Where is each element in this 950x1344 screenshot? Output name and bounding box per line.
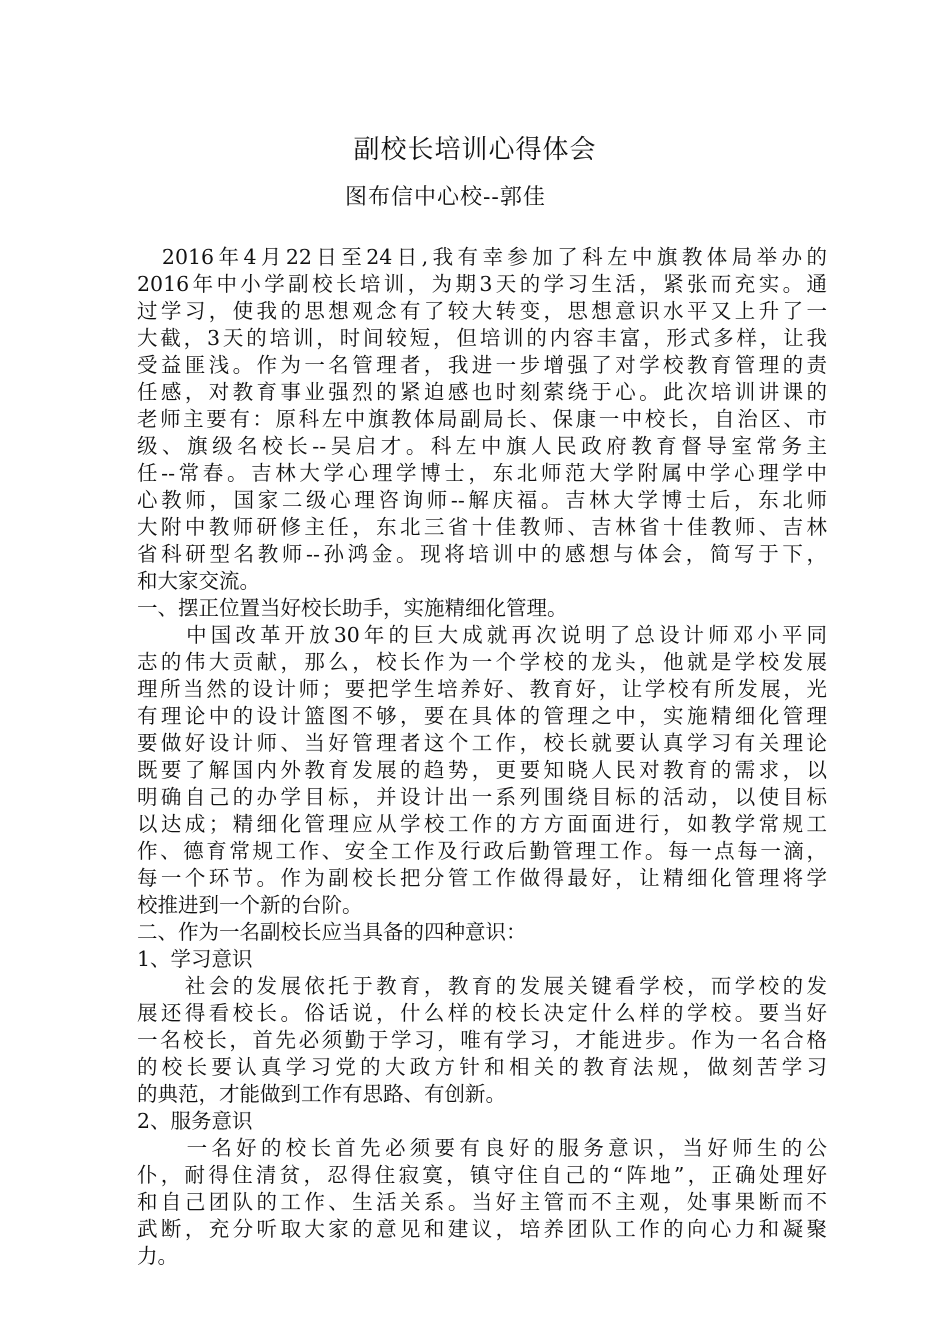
body-line: 中国改革开放30年的巨大成就再次说明了总设计师邓小平同 xyxy=(137,623,827,647)
body-line: 和大家交流。 xyxy=(137,569,260,593)
body-line: 有理论中的设计篮图不够，要在具体的管理之中，实施精细化管理 xyxy=(137,704,827,728)
body-line: 以达成；精细化管理应从学校工作的方方面面进行，如教学常规工 xyxy=(137,812,827,836)
body-line: 明确自己的办学目标，并设计出一系列围绕目标的活动，以使目标 xyxy=(137,785,827,809)
body-line: 老师主要有：原科左中旗教体局副局长、保康一中校长，自治区、市 xyxy=(137,407,827,431)
body-line: 社会的发展依托于教育，教育的发展关键看学校，而学校的发 xyxy=(137,974,827,998)
body-line: 一名校长，首先必须勤于学习，唯有学习，才能进步。作为一名合格 xyxy=(137,1028,827,1052)
document-author: 图布信中心校--郭佳 xyxy=(345,185,546,210)
body-line: 2016年中小学副校长培训，为期3天的学习生活，紧张而充实。通 xyxy=(137,272,827,296)
body-line: 既要了解国内外教育发展的趋势，更要知晓人民对教育的需求，以 xyxy=(137,758,827,782)
section-heading: 一、摆正位置当好校长助手，实施精细化管理。 xyxy=(137,596,568,620)
body-line: 武断，充分听取大家的意见和建议，培养团队工作的向心力和凝聚 xyxy=(137,1217,827,1241)
body-line: 志的伟大贡献，那么，校长作为一个学校的龙头，他就是学校发展 xyxy=(137,650,827,674)
body-line: 力。 xyxy=(137,1244,178,1268)
body-line: 心教师，国家二级心理咨询师--解庆福。吉林大学博士后，东北师 xyxy=(137,488,827,512)
body-line: 任感，对教育事业强烈的紧迫感也时刻萦绕于心。此次培训讲课的 xyxy=(137,380,827,404)
document-body xyxy=(137,244,827,1270)
body-line: 作、德育常规工作、安全工作及行政后勤管理工作。每一点每一滴， xyxy=(137,839,827,863)
body-line: 级、旗级名校长--吴启才。科左中旗人民政府教育督导室常务主 xyxy=(137,434,827,458)
body-line: 大截，3天的培训，时间较短，但培训的内容丰富，形式多样，让我 xyxy=(137,326,827,350)
body-line: 要做好设计师、当好管理者这个工作，校长就要认真学习有关理论 xyxy=(137,731,827,755)
body-line: 过学习，使我的思想观念有了较大转变，思想意识水平又上升了一 xyxy=(137,299,827,323)
body-line: 仆，耐得住清贫，忍得住寂寞，镇守住自己的“阵地”，正确处理好 xyxy=(137,1163,827,1187)
body-line: 省科研型名教师--孙鸿金。现将培训中的感想与体会，简写于下， xyxy=(137,542,827,566)
body-line: 校推进到一个新的台阶。 xyxy=(137,893,363,917)
body-line: 每一个环节。作为副校长把分管工作做得最好，让精细化管理将学 xyxy=(137,866,827,890)
subsection-heading: 1、学习意识 xyxy=(137,947,253,971)
body-line: 和自己团队的工作、生活关系。当好主管而不主观，处事果断而不 xyxy=(137,1190,827,1214)
document-title: 副校长培训心得体会 xyxy=(353,135,597,165)
body-line: 大附中教师研修主任，东北三省十佳教师、吉林省十佳教师、吉林 xyxy=(137,515,827,539)
body-line: 任--常春。吉林大学心理学博士，东北师范大学附属中学心理学中 xyxy=(137,461,827,485)
body-line: 展还得看校长。俗话说，什么样的校长决定什么样的学校。要当好 xyxy=(137,1001,827,1025)
body-line: 一名好的校长首先必须要有良好的服务意识，当好师生的公 xyxy=(137,1136,827,1160)
body-line: 2016年4月22日至24日,我有幸参加了科左中旗教体局举办的 xyxy=(137,245,827,269)
body-line: 的典范，才能做到工作有思路、有创新。 xyxy=(137,1082,506,1106)
body-line: 理所当然的设计师；要把学生培养好、教育好，让学校有所发展，光 xyxy=(137,677,827,701)
body-line: 受益匪浅。作为一名管理者，我进一步增强了对学校教育管理的责 xyxy=(137,353,827,377)
subsection-heading: 2、服务意识 xyxy=(137,1109,253,1133)
body-line: 的校长要认真学习党的大政方针和相关的教育法规，做刻苦学习 xyxy=(137,1055,827,1079)
section-heading: 二、作为一名副校长应当具备的四种意识： xyxy=(137,920,527,944)
